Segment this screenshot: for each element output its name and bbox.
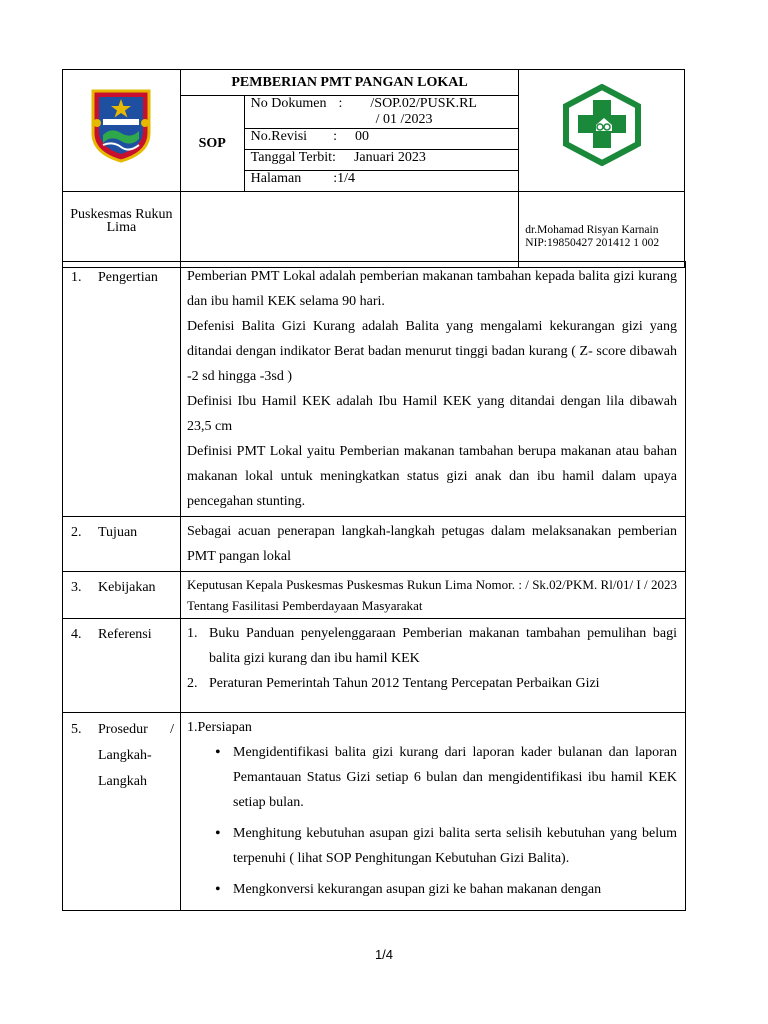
list-item <box>187 671 677 696</box>
section-label <box>63 713 181 911</box>
section-title-line2: Langkah- <box>98 748 152 763</box>
section-kebijakan <box>63 572 686 619</box>
procedure-list <box>187 740 677 902</box>
halaman-label: Halaman <box>250 171 302 186</box>
puskesmas-logo-cell <box>519 70 685 192</box>
list-number: 2. <box>187 676 198 691</box>
section-label <box>63 517 181 572</box>
section-title: Tujuan <box>98 525 138 540</box>
page-number: 1/4 <box>374 947 394 962</box>
section-title: Referensi <box>98 627 152 642</box>
no-revisi-sep: : <box>333 129 337 144</box>
list-text: Buku Panduan penyelenggaraan Pemberian makanan tambahan pemulihan bagi balita gizi kurang dan ibu hamil KEK <box>209 626 677 666</box>
no-dokumen-value-2: / 01 /2023 <box>375 112 433 127</box>
signer-nip: NIP:19850427 201412 1 002 <box>525 237 660 249</box>
list-text: Peraturan Pemerintah Tahun 2012 Tentang Percepatan Perbaikan Gizi <box>209 676 600 691</box>
org-name: Puskesmas Rukun Lima <box>63 192 181 268</box>
section-number: 2. <box>71 525 82 540</box>
paragraph: Keputusan Kepala Puskesmas Puskesmas Rukun Lima Nomor. : / Sk.02/PKM. Rl/01/ I / 2023 Tentang Fasilitasi Pemberdayaan Masyarakat <box>187 577 677 613</box>
section-number: 1. <box>71 270 82 285</box>
sop-label: SOP <box>180 96 244 192</box>
paragraph: Defenisi Balita Gizi Kurang adalah Balita yang mengalami kekurangan gizi yang ditandai dengan indikator Berat badan menurut tinggi badan kurang ( Z- score dibawah -2 sd hingga -3sd ) <box>187 319 677 384</box>
header-table <box>62 69 685 268</box>
section-label <box>63 572 181 619</box>
puskesmas-cross-icon <box>562 84 642 166</box>
list-item: • Mengkonversi kekurangan asupan gizi ke bahan makanan dengan <box>233 877 677 902</box>
paragraph: Sebagai acuan penerapan langkah-langkah petugas dalam melaksanakan pemberian PMT pangan lokal <box>187 524 677 564</box>
section-title: Pengertian <box>98 270 158 285</box>
section-tujuan <box>63 517 686 572</box>
no-dokumen-value-1: /SOP.02/PUSK.RL <box>370 96 477 111</box>
section-label <box>63 619 181 713</box>
paragraph: Definisi PMT Lokal yaitu Pemberian makanan tambahan berupa makanan atau bahan makanan lokal untuk meningkatkan status gizi anak dan ibu hamil dalam upaya pencegahan stunting. <box>187 444 677 509</box>
regency-logo-cell <box>63 70 181 192</box>
section-referensi <box>63 619 686 713</box>
no-dokumen-row <box>244 96 519 129</box>
list-number: 1. <box>187 626 198 641</box>
paragraph: Pemberian PMT Lokal adalah pemberian makanan tambahan kepada balita gizi kurang dan ibu hamil KEK selama 90 hari. <box>187 269 677 309</box>
tanggal-terbit-row <box>244 150 519 171</box>
no-revisi-value: 00 <box>354 129 369 144</box>
reference-list <box>187 621 677 696</box>
halaman-row <box>244 171 519 192</box>
section-number: 4. <box>71 627 82 642</box>
section-content <box>181 517 686 572</box>
signer-cell <box>519 192 685 268</box>
no-revisi-label: No.Revisi <box>250 129 308 144</box>
list-item: • Mengidentifikasi balita gizi kurang dari laporan kader bulanan dan laporan Pemantauan Status Gizi setiap 6 bulan dan mengidentifikasi ibu hamil KEK setiap bulan. <box>233 740 677 815</box>
tanggal-value: Januari 2023 <box>353 150 426 165</box>
section-title: Prosedur <box>98 722 148 737</box>
paragraph: Definisi Ibu Hamil KEK adalah Ibu Hamil KEK yang ditandai dengan lila dibawah 23,5 cm <box>187 394 677 434</box>
no-dokumen-label: No Dokumen <box>250 96 327 111</box>
section-content <box>181 619 686 713</box>
signer-name: dr.Mohamad Risyan Karnain <box>525 224 659 236</box>
section-prosedur <box>63 713 686 911</box>
no-dokumen-sep: : <box>338 96 343 111</box>
document-title: PEMBERIAN PMT PANGAN LOKAL <box>180 70 518 96</box>
list-item: • Menghitung kebutuhan asupan gizi balita serta selisih kebutuhan yang belum terpenuhi ( lihat SOP Penghitungan Kebutuhan Gizi Balita). <box>233 821 677 871</box>
sop-content-table <box>62 261 686 911</box>
section-content <box>181 262 686 517</box>
section-title-slash: / <box>170 722 174 737</box>
list-item <box>187 621 677 671</box>
section-content <box>181 713 686 911</box>
section-label <box>63 262 181 517</box>
regency-emblem-icon <box>89 87 153 163</box>
section-number: 5. <box>71 722 82 737</box>
section-title-line3: Langkah <box>98 774 147 789</box>
blank-signature-cell <box>180 192 518 268</box>
subheading: 1.Persiapan <box>187 720 252 735</box>
section-content <box>181 572 686 619</box>
section-title: Kebijakan <box>98 580 156 595</box>
halaman-value: :1/4 <box>333 171 355 186</box>
tanggal-label: Tanggal Terbit: <box>250 150 336 165</box>
no-revisi-row <box>244 129 519 150</box>
section-pengertian <box>63 262 686 517</box>
section-number: 3. <box>71 580 82 595</box>
